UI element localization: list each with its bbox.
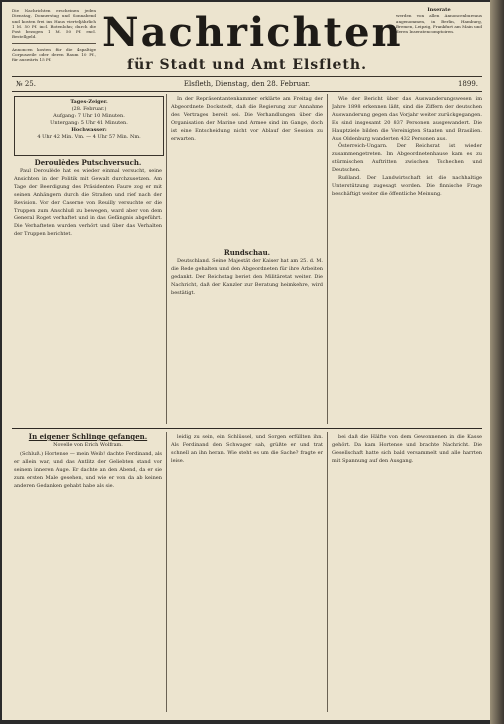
schlinge-text: (Schluß.) Hortense — mein Weib! dachte Ferdinand, als er allein war, und das Antlitz der Geliebten stand vor seinem inneren Auge. Er dachte an den Abend, da er sie zum ersten Male gesehen, und wie er von da ab keinen anderen Gedanken gehabt habe als sie.	[14, 451, 162, 489]
deroulede-article	[14, 168, 162, 424]
russland-text: Rußland. Der Landwirtschaft ist die nachhaltige Unterstützung zugesagt worden. Die finnische Frage beschäftigt weiter die öffentliche Meinung.	[332, 175, 482, 197]
col-divider	[327, 432, 328, 712]
rundschau-title: Rundschau.	[223, 248, 271, 257]
right-column	[332, 96, 482, 424]
divider	[12, 43, 96, 44]
inserate-text: werden von allen Annoncenbureaus angenommen, in Berlin, Hamburg, Bremen, Leipzig, Frankfurt am Main und deren Inseratencomptoiren.	[396, 13, 482, 35]
schlinge-author: Novelle von Erich Wolfram.	[53, 442, 123, 448]
deroulede-text: Paul Deroulède hat es wieder einmal versucht, seine Ansichten in der Politik mit Gewalt durchzusetzen. Am Tage der Beerdigung des Präsidenten Faure zog er mit seinen Anhängern durch die Straßen und rief nach der Revision. Vor der Caserne von Reuilly versuchte er die Truppen zum Anschluß zu bewegen, ward aber von dem General Roget verhaftet und in das Gefängnis abgeführt. Die Verhafteten wurden verhört und über das Verhalten der Truppen berichtet.	[14, 168, 162, 238]
book-spine	[490, 0, 504, 724]
schlinge-title: In eigener Schlinge gefangen.	[28, 432, 148, 441]
subscription-notice	[12, 8, 96, 63]
hochwasser-title: Hochwasser:	[71, 127, 107, 133]
feuilleton-right-text: bei daß die Hälfte von dem Gewonnenen in die Kasse gehört. Da kam Hortense und brachte Nachricht. Die Gesellschaft hatte sich bald versammelt und alle harrten mit Spannung auf den Ausgang.	[332, 434, 482, 464]
sunset-line: Untergang: 5 Uhr 41 Minuten.	[50, 120, 128, 126]
masthead-title: Nachrichten	[102, 9, 403, 56]
rundschau-text: Deutschland. Seine Majestät der Kaiser hat am 25. d. M. die Rede gehalten und den Abgeordneten für ihre Arbeiten gedankt. Der Reichstag beriet den Militäretat weiter. Die Nachricht, daß der Kanzler zur Beratung heimkehre, wird bestätigt.	[171, 258, 323, 296]
schlinge-article	[14, 451, 162, 713]
tages-zeiger-box	[14, 96, 164, 156]
feuilleton-rule	[12, 428, 482, 429]
issue-year: 1899.	[457, 80, 478, 88]
issue-date: Elsfleth, Dienstag, den 28. Februar.	[183, 80, 311, 88]
issue-number: № 25.	[16, 80, 36, 88]
feuilleton-right	[332, 434, 482, 712]
issue-bar	[12, 78, 482, 90]
col-divider	[327, 94, 328, 424]
rule-issue	[12, 91, 482, 92]
rundschau-article	[171, 258, 323, 424]
subscription-text: Die Nachrichten erscheinen jeden Dienstag, Donnerstag und Sonnabend und kosten frei ins Haus vierteljährlich 1 M. 50 Pf. incl. Botenlohn; durch die Post bezogen 1 M. 50 Pf. excl. Bestellgeld.	[12, 8, 96, 40]
advert-price-text: Annoncen kosten für die 4spaltige Corpuszeile oder deren Raum 10 Pf., für auswärts 15 Pf.	[12, 46, 96, 63]
inserate-title: Inserate	[427, 7, 451, 13]
col-divider	[166, 94, 167, 424]
feuilleton-middle-text: leidig zu sein, ein Schlüssel, und Sorgen erfüllten ihn. Als Ferdinand den Schwager sah, grüßte er und trat schnell an ihn heran. Wie steht es um die Sache? fragte er leise.	[171, 434, 323, 464]
feuilleton-middle	[171, 434, 323, 712]
tages-zeiger-title: Tages-Zeiger.	[70, 99, 108, 105]
deroulede-title: Deroulèdes Putschversuch.	[34, 158, 142, 167]
amerika-text: In der Repräsentantenkammer erklärte am Freitag der Abgeordnete Dockstedt, daß die Regierung zur Annahme des Vertrages bereit sei. Die Verhandlungen über die Organisation der Marine und Armee sind im Gange, doch ist eine Entscheidung nicht vor Ablauf der Session zu erwarten.	[171, 96, 323, 142]
amerika-article	[171, 96, 323, 246]
sunrise-line: Aufgang: 7 Uhr 10 Minuten.	[53, 113, 125, 119]
newspaper-page	[2, 2, 490, 720]
tages-zeiger-date: (28. Februar.)	[71, 106, 107, 112]
auswanderung-text: Wie der Bericht über das Auswanderungswesen im Jahre 1898 erkennen läßt, sind die Ziffern der deutschen Auswanderung gegen das Vorjahr weiter zurückgegangen. Es sind insgesamt 20 837 Personen ausgewandert. Die Hauptziele bilden die Vereinigten Staaten und Brasilien. Aus Oldenburg wanderten 432 Personen aus.	[332, 96, 482, 142]
masthead-subtitle: für Stadt und Amt Elsfleth.	[127, 57, 367, 73]
col-divider	[166, 432, 167, 712]
oesterreich-text: Österreich-Ungarn. Der Reichsrat ist wieder zusammengetreten. Im Abgeordnetenhause kam es zu stürmischen Auftritten zwischen Tschechen und Deutschen.	[332, 143, 482, 174]
inserate-notice	[396, 8, 482, 34]
rule-top	[12, 76, 482, 77]
hochwasser-line: 4 Uhr 42 Min. Vm. — 4 Uhr 57 Min. Nm.	[37, 134, 141, 140]
